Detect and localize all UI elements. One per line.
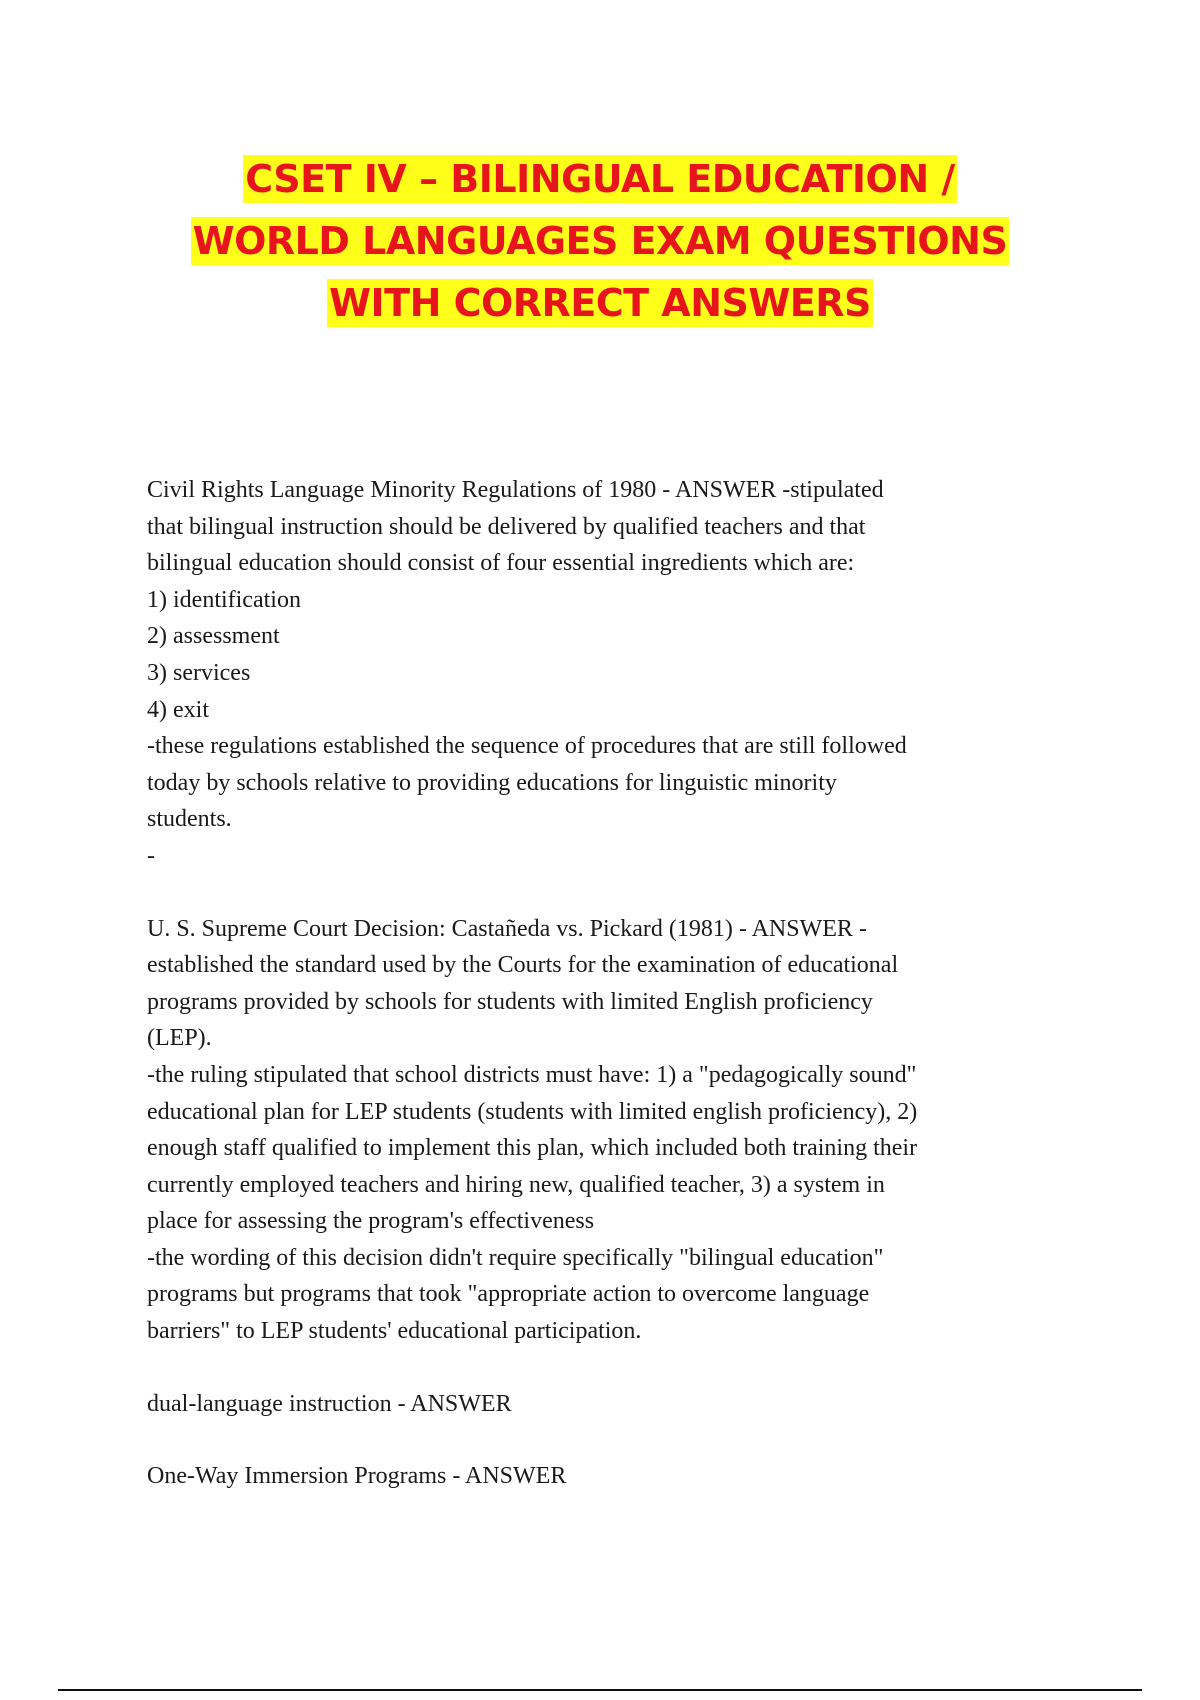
text-line: dual-language instruction - ANSWER (147, 1390, 512, 1417)
text-line: 1) identification (147, 586, 301, 613)
title-line-text: WORLD LANGUAGES EXAM QUESTIONS (192, 219, 1008, 263)
text-line: educational plan for LEP students (students with limited english proficiency), 2) (147, 1098, 918, 1125)
text-line: One-Way Immersion Programs - ANSWER (147, 1463, 567, 1490)
text-line: students. (147, 806, 232, 833)
text-line: 3) services (147, 659, 251, 686)
text-line: (LEP). (147, 1025, 212, 1052)
text-line: 2) assessment (147, 623, 280, 650)
text-line: -the wording of this decision didn't require specifically "bilingual education" (147, 1244, 884, 1271)
text-line: -the ruling stipulated that school districts must have: 1) a "pedagogically sound" (147, 1061, 917, 1088)
document-title (0, 148, 1200, 334)
title-line-text: WITH CORRECT ANSWERS (329, 281, 871, 325)
title-line (0, 148, 1200, 210)
document-body (147, 472, 1077, 1495)
text-line: programs but programs that took "appropriate action to overcome language (147, 1281, 870, 1308)
text-line: Civil Rights Language Minority Regulations of 1980 - ANSWER -stipulated (147, 477, 884, 503)
text-line: currently employed teachers and hiring new, qualified teacher, 3) a system in (147, 1171, 885, 1198)
qa-entry-dual-language (147, 1386, 1077, 1423)
qa-entry-one-way-immersion (147, 1458, 1077, 1495)
title-line (0, 272, 1200, 334)
text-line: enough staff qualified to implement this plan, which included both training their (147, 1135, 918, 1162)
paragraph-spacer (147, 1350, 1077, 1386)
title-line (0, 210, 1200, 272)
text-line: bilingual education should consist of four essential ingredients which are: (147, 550, 855, 577)
qa-entry-castaneda-vs-pickard (147, 911, 1077, 1350)
text-line: -these regulations established the sequence of procedures that are still followed (147, 733, 907, 760)
title-line-text: CSET IV – BILINGUAL EDUCATION / (245, 157, 955, 201)
paragraph-spacer (147, 1422, 1077, 1458)
text-line: place for assessing the program's effectiveness (147, 1208, 595, 1235)
text-line: programs provided by schools for students with limited English proficiency (147, 988, 873, 1015)
qa-entry-civil-rights-1980 (147, 472, 1077, 875)
text-line: barriers" to LEP students' educational participation. (147, 1318, 642, 1345)
paragraph-spacer (147, 875, 1077, 911)
footer-divider (58, 1689, 1142, 1691)
text-line: established the standard used by the Courts for the examination of educational (147, 952, 899, 979)
text-line: U. S. Supreme Court Decision: Castañeda vs. Pickard (1981) - ANSWER - (147, 915, 867, 942)
text-line: - (147, 842, 155, 869)
text-line: 4) exit (147, 696, 209, 723)
text-line: today by schools relative to providing educations for linguistic minority (147, 769, 837, 796)
text-line: that bilingual instruction should be delivered by qualified teachers and that (147, 513, 866, 540)
